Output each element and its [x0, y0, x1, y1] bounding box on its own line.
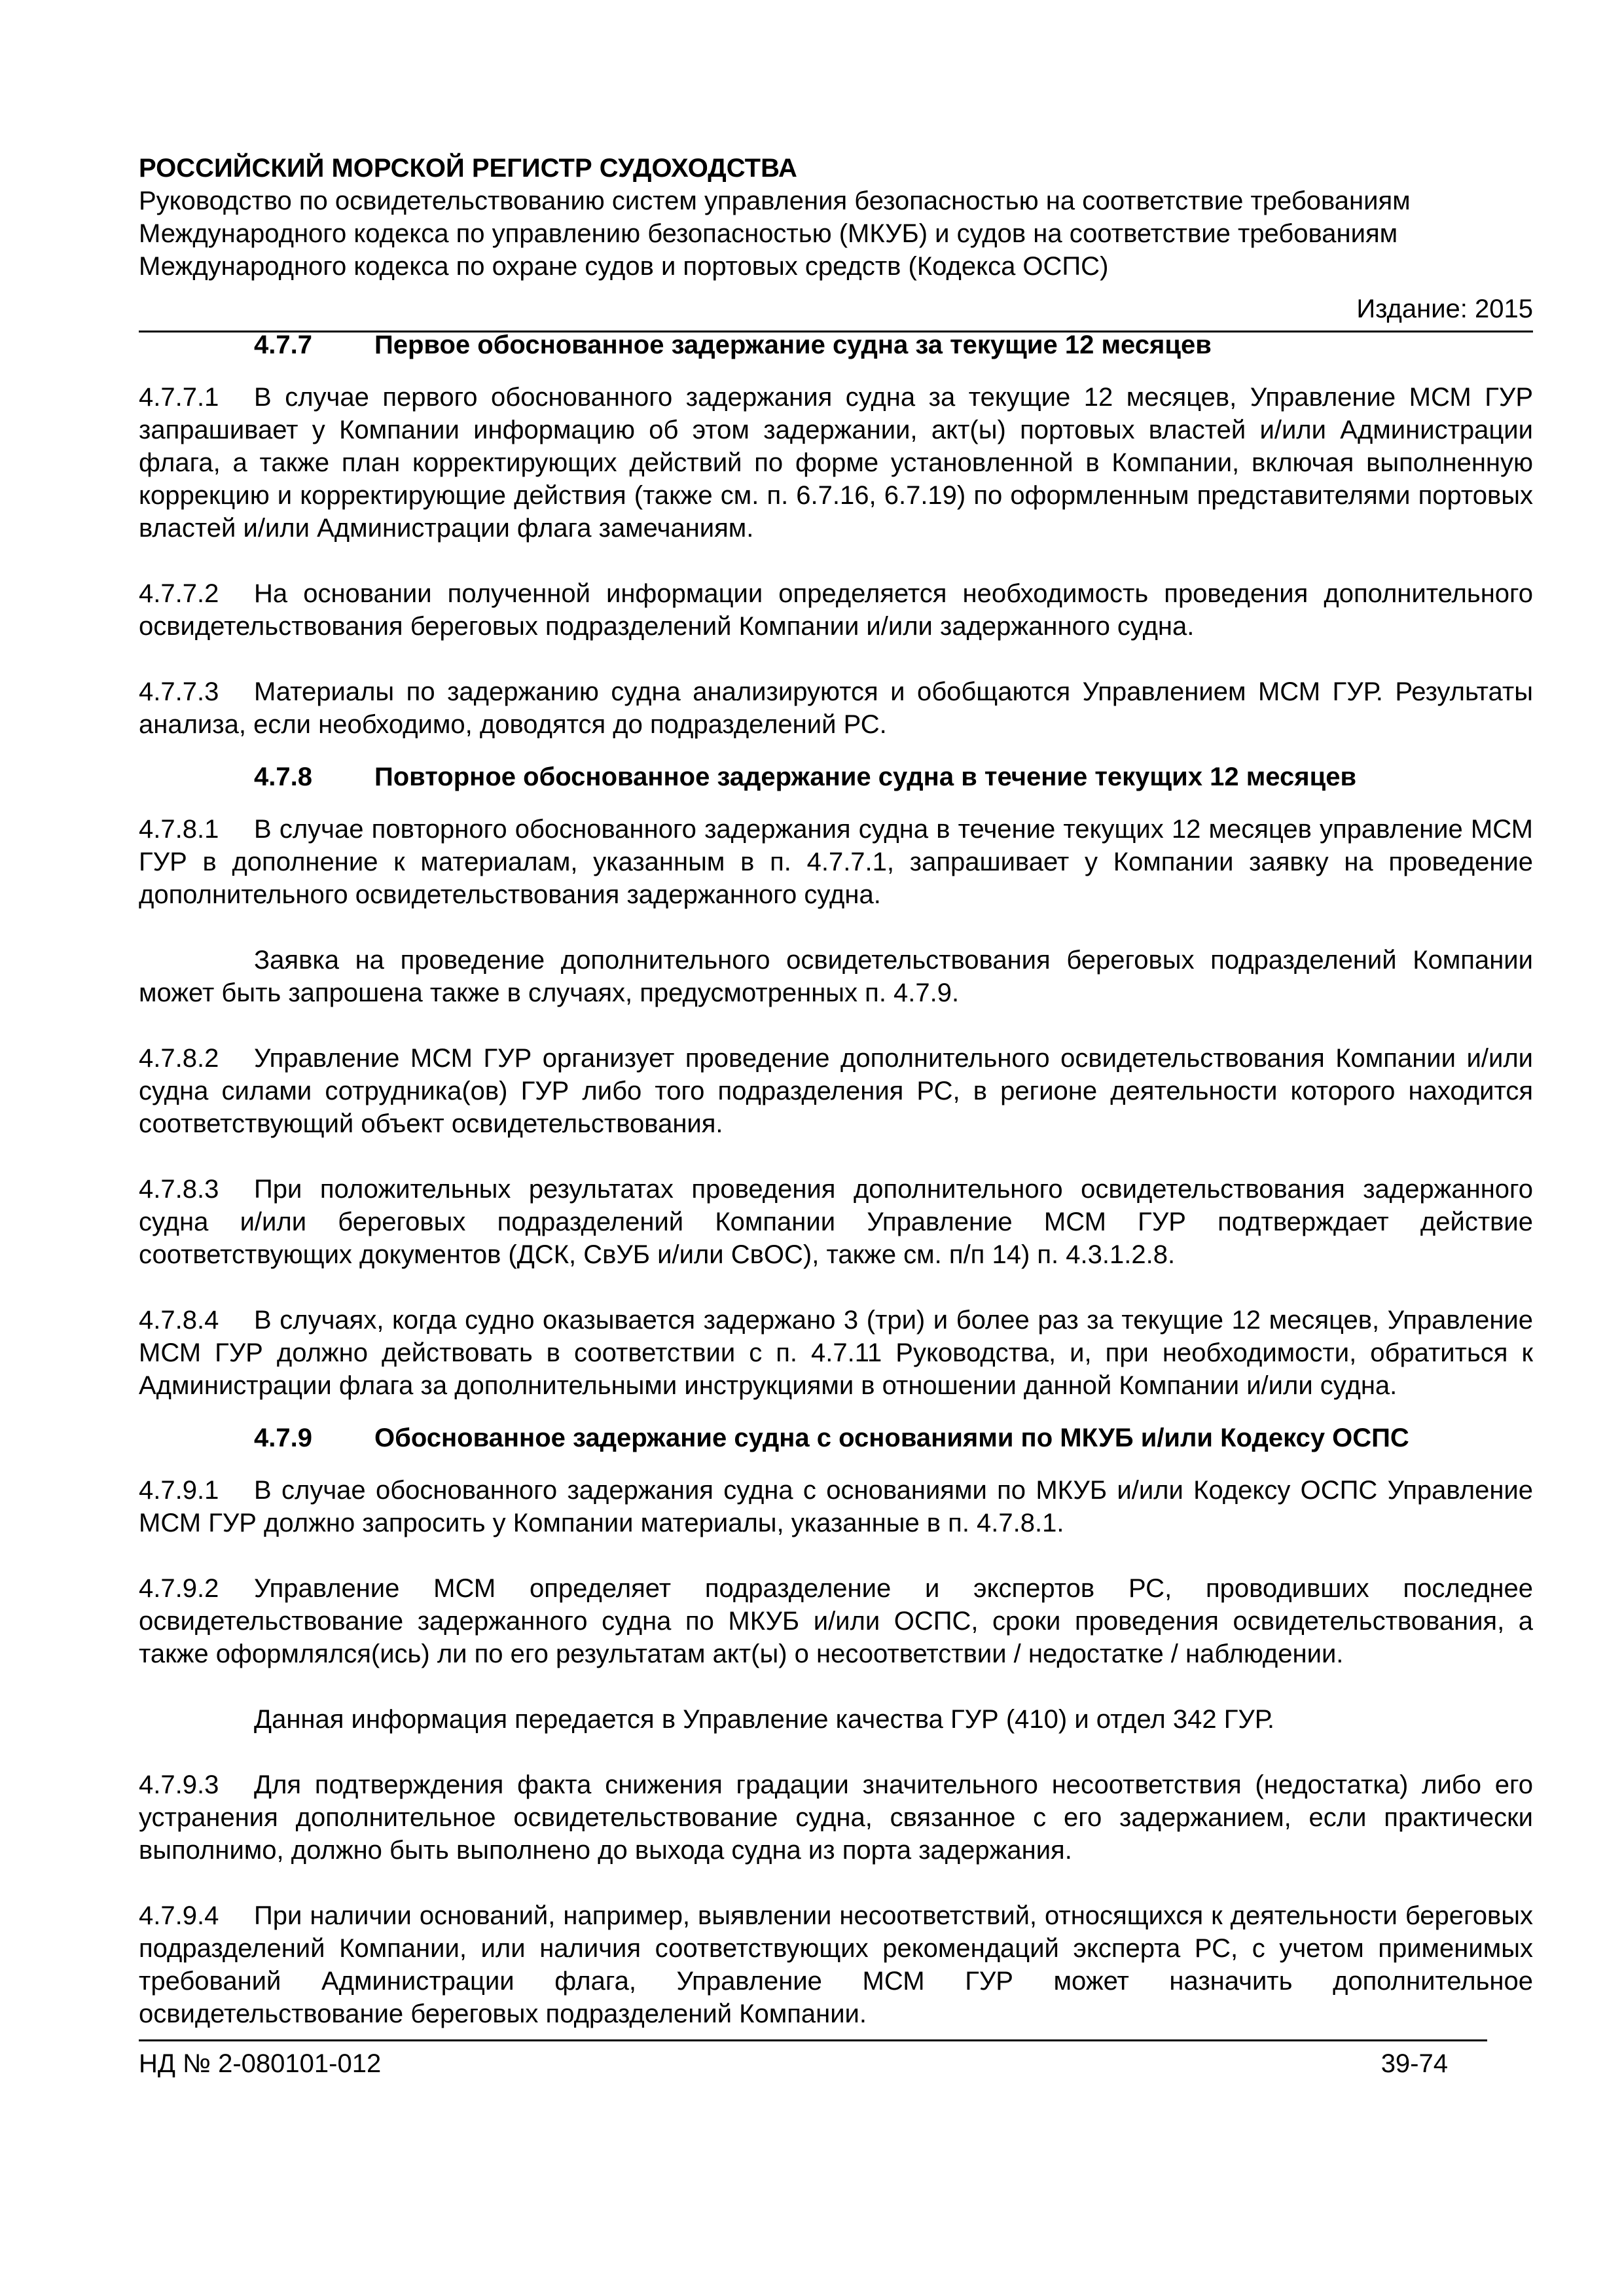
paragraph	[139, 1572, 1533, 1670]
paragraph-text: Данная информация передается в Управление качества ГУР (410) и отдел 342 ГУР.	[254, 1705, 1275, 1734]
paragraph-text: Заявка на проведение дополнительного освидетельствования береговых подразделений Компании может быть запрошена также в случаях, предусмотренных п. 4.7.9.	[139, 946, 1533, 1007]
organization-title: РОССИЙСКИЙ МОРСКОЙ РЕГИСТР СУДОХОДСТВА	[139, 154, 797, 183]
paragraph	[139, 813, 1533, 911]
document-title-line-1: Руководство по освидетельствованию систем управления безопасностью на соответствие требованиям	[139, 187, 1411, 215]
section-title: Повторное обоснованное задержание судна в течение текущих 12 месяцев	[374, 762, 1357, 791]
paragraph-number: 4.7.9.3	[139, 1770, 219, 1799]
paragraph-text: В случаях, когда судно оказывается задержано 3 (три) и более раз за текущие 12 месяцев, Управление МСМ ГУР должно действовать в соответствии с п. 4.7.11 Руководства, и, при необходимости, обратиться к Администрации флага за дополнительными инструкциями в отношении данной Компании и/или судна.	[139, 1306, 1533, 1400]
paragraph	[139, 1768, 1533, 1867]
section-title: Обоснованное задержание судна с основаниями по МКУБ и/или Кодексу ОСПС	[374, 1424, 1409, 1452]
paragraph-number: 4.7.7.3	[139, 677, 219, 706]
document-body	[139, 329, 1533, 2030]
section-title: Первое обоснованное задержание судна за текущие 12 месяцев	[374, 331, 1212, 359]
document-title-line-2: Международного кодекса по управлению безопасностью (МКУБ) и судов на соответствие требованиям	[139, 219, 1398, 248]
paragraph-number: 4.7.7.1	[139, 383, 219, 412]
paragraph-text: В случае первого обоснованного задержания судна за текущие 12 месяцев, Управление МСМ ГУР запрашивает у Компании информацию об этом задержании, акт(ы) портовых властей и/или Администрации флага, а также план корректирующих действий по форме установленной в Компании, включая выполненную коррекцию и корректирующие действия (также см. п. 6.7.16, 6.7.19) по оформленным представителями портовых властей и/или Администрации флага замечаниям.	[139, 383, 1533, 543]
document-header	[139, 152, 1533, 283]
document-footer	[139, 2047, 1487, 2080]
paragraph-text: В случае повторного обоснованного задержания судна в течение текущих 12 месяцев управление МСМ ГУР в дополнение к материалам, указанным в п. 4.7.7.1, запрашивает у Компании заявку на проведение дополнительного освидетельствования задержанного судна.	[139, 815, 1533, 909]
paragraph-number: 4.7.8.1	[139, 815, 219, 844]
paragraph-number: 4.7.7.2	[139, 579, 219, 608]
document-number: НД № 2-080101-012	[139, 2049, 382, 2078]
paragraph-number: 4.7.8.3	[139, 1175, 219, 1204]
paragraph	[139, 1703, 1533, 1736]
section-number: 4.7.7	[254, 331, 312, 359]
document-title-line-3: Международного кодекса по охране судов и портовых средств (Кодекса ОСПС)	[139, 252, 1109, 281]
edition-label: Издание: 2015	[1356, 295, 1533, 323]
paragraph-text: На основании полученной информации определяется необходимость проведения дополнительного освидетельствования береговых подразделений Компании и/или задержанного судна.	[139, 579, 1533, 641]
paragraph-text: При положительных результатах проведения дополнительного освидетельствования задержанного судна и/или береговых подразделений Компании Управление МСМ ГУР подтверждает действие соответствующих документов (ДСК, СвУБ и/или СвОС), также см. п/п 14) п. 4.3.1.2.8.	[139, 1175, 1533, 1269]
paragraph	[139, 381, 1533, 545]
paragraph	[139, 1042, 1533, 1140]
paragraph-text: При наличии оснований, например, выявлении несоответствий, относящихся к деятельности береговых подразделений Компании, или наличия соответствующих рекомендаций эксперта РС, с учетом применимых требований Администрации флага, Управление МСМ ГУР может назначить дополнительное освидетельствование береговых подразделений Компании.	[139, 1901, 1533, 2028]
paragraph-number: 4.7.8.2	[139, 1044, 219, 1073]
paragraph	[139, 1474, 1533, 1539]
section-heading	[139, 1422, 1533, 1454]
section-heading	[139, 761, 1533, 793]
paragraph	[139, 577, 1533, 643]
footer-divider	[139, 2039, 1487, 2041]
paragraph	[139, 1173, 1533, 1271]
section-heading	[139, 329, 1533, 361]
page-number: 39-74	[1380, 2049, 1448, 2078]
paragraph	[139, 1899, 1533, 2030]
paragraph-text: Управление МСМ определяет подразделение и экспертов РС, проводивших последнее освидетельствование задержанного судна по МКУБ и/или ОСПС, сроки проведения освидетельствования, а также оформлялся(ись) ли по его результатам акт(ы) о несоответствии / недостатке / наблюдении.	[139, 1574, 1533, 1668]
paragraph-number: 4.7.9.4	[139, 1901, 219, 1930]
paragraph-text: Управление МСМ ГУР организует проведение дополнительного освидетельствования Компании и/или судна силами сотрудника(ов) ГУР либо того подразделения РС, в регионе деятельности которого находится соответствующий объект освидетельствования.	[139, 1044, 1533, 1138]
paragraph-number: 4.7.9.2	[139, 1574, 219, 1603]
paragraph-number: 4.7.8.4	[139, 1306, 219, 1335]
paragraph	[139, 1304, 1533, 1402]
section-number: 4.7.8	[254, 762, 312, 791]
paragraph	[139, 675, 1533, 741]
paragraph-number: 4.7.9.1	[139, 1476, 219, 1505]
paragraph-text: В случае обоснованного задержания судна с основаниями по МКУБ и/или Кодексу ОСПС Управление МСМ ГУР должно запросить у Компании материалы, указанные в п. 4.7.8.1.	[139, 1476, 1533, 1537]
section-number: 4.7.9	[254, 1424, 312, 1452]
paragraph-text: Материалы по задержанию судна анализируются и обобщаются Управлением МСМ ГУР. Результаты анализа, если необходимо, доводятся до подразделений РС.	[139, 677, 1533, 739]
paragraph	[139, 944, 1533, 1009]
paragraph-text: Для подтверждения факта снижения градации значительного несоответствия (недостатка) либо его устранения дополнительное освидетельствование судна, связанное с его задержанием, если практически выполнимо, должно быть выполнено до выхода судна из порта задержания.	[139, 1770, 1533, 1865]
